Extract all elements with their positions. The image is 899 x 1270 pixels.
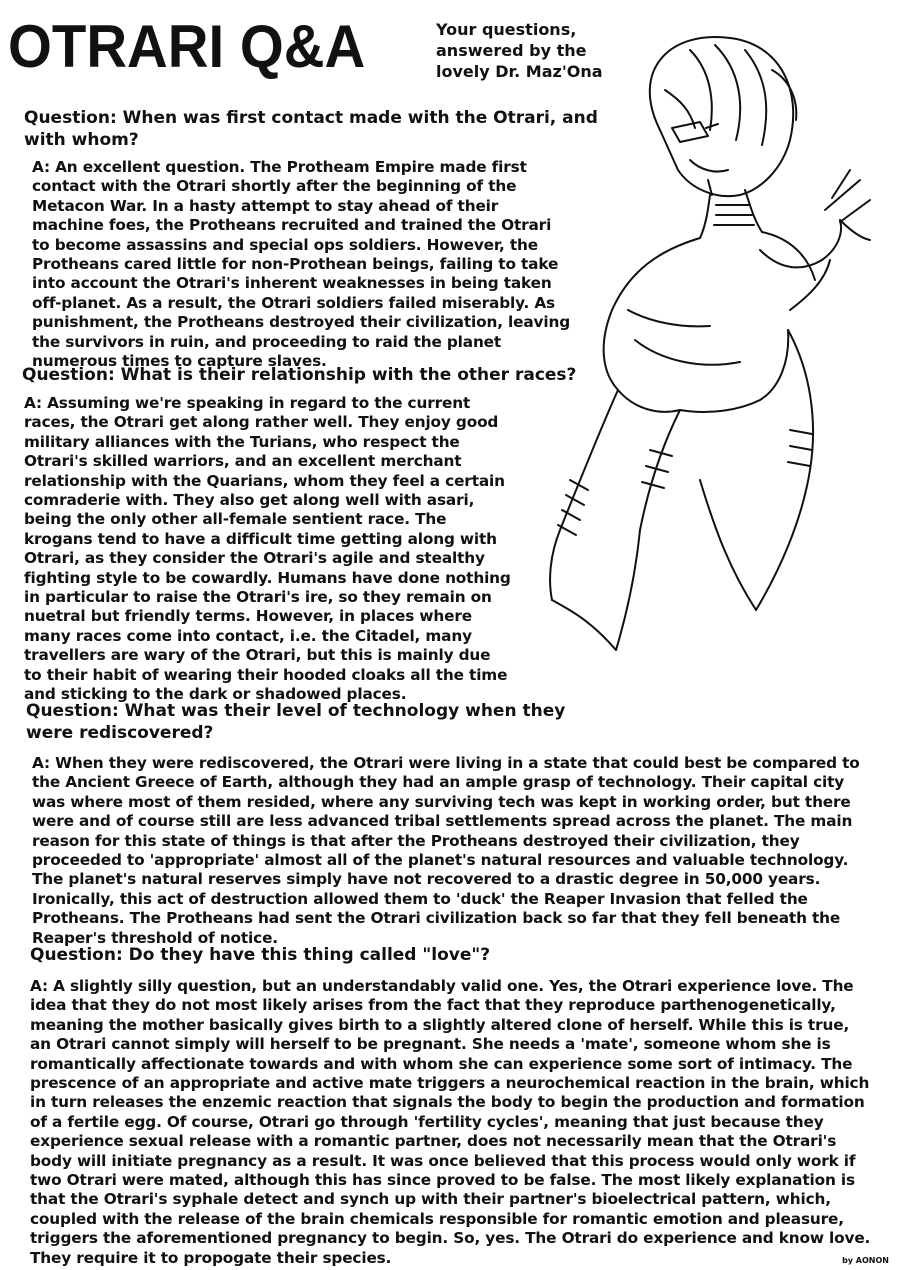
answer-2: A: Assuming we're speaking in regard to the current races, the Otrari get along rather well. They enjoy good military alliances with the Turians, who respect the Otrari's skilled warriors, and an excellent merchant relationship with the Quarians, whom they feel a certain comraderie with. They also get along well with asari, being the only other all-female sentient race. The krogans tend to have a difficult time getting along with Otrari, as they consider the Otrari's agile and stealthy fighting style to be cowardly. Humans have done nothing in particular to raise the Otrari's ire, so they remain on nuetral but friendly terms. However, in places where many races come into contact, i.e. the Citadel, many travellers are wary of the Otrari, but this is mainly due to their habit of wearing their hooded cloaks all the time and sticking to the dark or shadowed places. xyxy=(24,394,511,704)
question-4: Question: Do they have this thing called "love"? xyxy=(30,945,491,965)
question-1: Question: When was first contact made with the Otrari, and with whom? xyxy=(24,108,598,150)
answer-4: A: A slightly silly question, but an understandably valid one. Yes, the Otrari experience love. The idea that they do not most likely arises from the fact that they reproduce parthenogenetically, meaning the mother basically gives birth to a slightly altered clone of herself. While this is true, an Otrari cannot simply will herself to be pregnant. She needs a 'mate', someone whom she is romantically affectionate towards and with whom she can experience some sort of intimacy. The prescence of an appropriate and active mate triggers a neurochemical reaction in the brain, which in turn releases the enzemic reaction that signals the body to begin the production and formation of a fertile egg. Of course, Otrari go through 'fertility cycles', meaning that just because they experience sexual release with a romantic partner, does not necessarily mean that the Otrari's body will initiate pregnancy as a result. It was once believed that this process would only work if two Otrari were mated, although this has since proved to be false. The most likely explanation is that the Otrari's syphale detect and synch up with their partner's bioelectrical pattern, which, coupled with the release of the brain chemicals responsible for romantic emotion and pleasure, triggers the aforementioned pregnancy to begin. So, yes. The Otrari do experience and know love. They require it to propogate their species. xyxy=(30,977,871,1267)
author-credit: by AONON xyxy=(842,1256,889,1265)
answer-3: A: When they were rediscovered, the Otrari were living in a state that could best be compared to the Ancient Greece of Earth, although they had an ample grasp of technology. Their capital city was where most of them resided, where any surviving tech was kept in working order, but there were and of course still are less advanced tribal settlements spread across the planet. The main reason for this state of things is that after the Protheans destroyed their civilization, they proceeded to 'appropriate' almost all of the planet's natural resources and valuable technology. The planet's natural reserves simply have not recovered to a drastic degree in 50,000 years. Ironically, this act of destruction allowed them to 'duck' the Reaper Invasion that felled the Protheans. The Protheans had sent the Otrari civilization back so far that they fell beneath the Reaper's threshold of notice. xyxy=(32,754,860,947)
question-3: Question: What was their level of technology when they were rediscovered? xyxy=(26,701,566,743)
arm xyxy=(760,220,841,267)
page-subtitle: Your questions, answered by the lovely Dr. Maz'Ona xyxy=(436,20,603,81)
visor xyxy=(672,122,708,142)
page-title: OTRARI Q&A xyxy=(8,13,366,80)
question-2: Question: What is their relationship with the other races? xyxy=(22,365,577,385)
answer-1: A: An excellent question. The Protheam Empire made first contact with the Otrari shortly after the beginning of the Metacon War. In a hasty attempt to stay ahead of their machine foes, the Protheans recruited and trained the Otrari to become assassins and special ops soldiers. However, the Protheans cared little for non-Prothean beings, failing to take into account the Otrari's inherent weaknesses in being taken off-planet. As a result, the Otrari soldiers failed miserably. As punishment, the Protheans destroyed their civilization, leaving the survivors in ruin, and proceeding to raid the planet numerous times to capture slaves. xyxy=(32,158,570,371)
cloak-outline xyxy=(550,390,618,600)
